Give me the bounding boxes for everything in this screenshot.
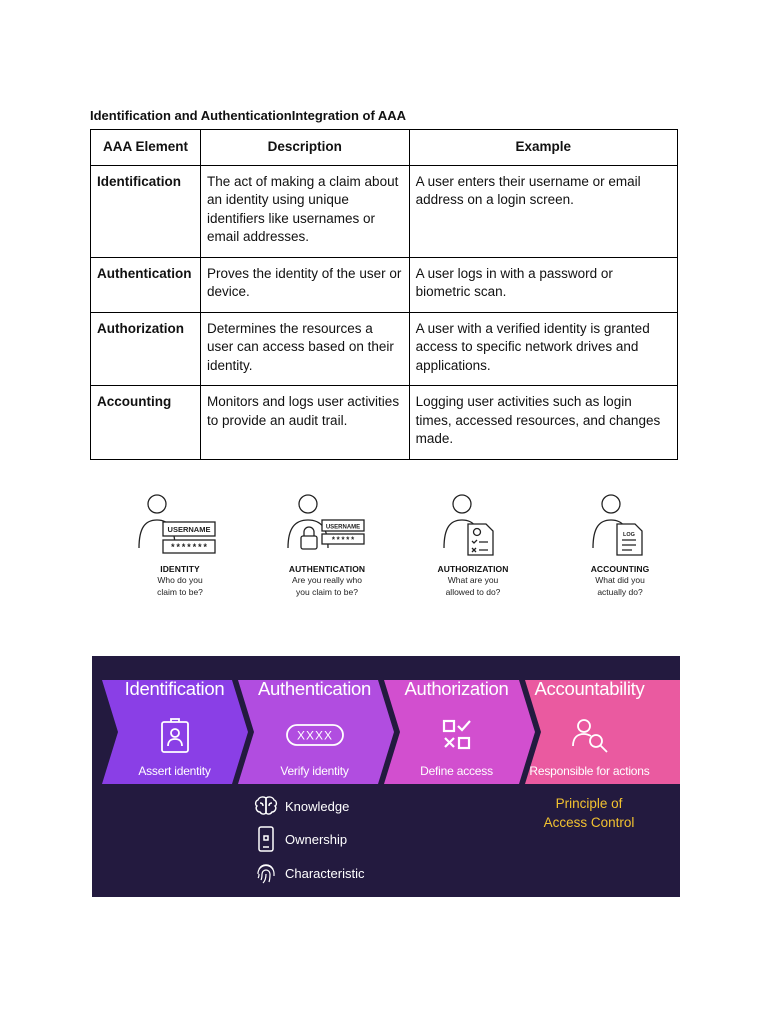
factor-label: Ownership xyxy=(285,831,348,847)
icon-subtitle-line1: Are you really who xyxy=(292,575,362,585)
row-element: Authentication xyxy=(91,257,201,312)
accounting-block xyxy=(545,490,695,598)
stage-icon-wrap xyxy=(384,716,529,754)
column-header-example: Example xyxy=(409,130,677,166)
factor-ownership xyxy=(254,826,347,852)
phone-icon xyxy=(254,826,278,852)
icon-subtitle-line2: you claim to be? xyxy=(296,587,358,597)
row-example: A user enters their username or email address on a login screen. xyxy=(409,165,677,257)
stage-caption: Define access xyxy=(420,764,493,778)
icon-subtitle-line1: Who do you xyxy=(157,575,203,585)
authorization-block xyxy=(398,490,548,598)
factor-label: Characteristic xyxy=(285,865,365,881)
icon-title: AUTHENTICATION xyxy=(288,564,366,574)
principle-line2: Access Control xyxy=(543,815,635,830)
stage-title: Authorization xyxy=(404,678,509,699)
identity-block xyxy=(105,490,255,598)
row-description: Monitors and logs user activities to provide an audit trail. xyxy=(200,386,409,460)
row-element: Identification xyxy=(91,165,201,257)
svg-text:USERNAME: USERNAME xyxy=(325,524,361,531)
aaa-table xyxy=(90,129,678,460)
user-lock-icon xyxy=(282,490,372,558)
icon-subtitle-line1: What did you xyxy=(595,575,645,585)
table-row xyxy=(91,257,678,312)
stage-title: Authentication xyxy=(257,678,372,699)
svg-text:*******: ******* xyxy=(170,543,208,553)
icon-title: IDENTITY xyxy=(160,564,200,574)
icon-subtitle-line2: allowed to do? xyxy=(445,587,501,597)
stage-identification xyxy=(102,678,247,788)
authentication-block xyxy=(252,490,402,598)
table-row xyxy=(91,386,678,460)
row-description: The act of making a claim about an identity using unique identifiers like usernames or email addresses. xyxy=(200,165,409,257)
stage-icon-wrap xyxy=(102,716,247,754)
row-description: Determines the resources a user can access based on their identity. xyxy=(200,312,409,386)
stage-accountability xyxy=(517,678,662,788)
user-magnifier-icon xyxy=(569,716,611,754)
stage-icon-wrap xyxy=(517,716,662,754)
principle-line1: Principle of xyxy=(555,796,623,811)
user-username-password-icon xyxy=(135,490,225,558)
password-field-icon xyxy=(284,716,346,754)
row-example: Logging user activities such as login times, accessed resources, and changes made. xyxy=(409,386,677,460)
stage-caption: Verify identity xyxy=(280,764,349,778)
stage-caption: Responsible for actions xyxy=(529,764,650,778)
icon-subtitle-line2: actually do? xyxy=(597,587,643,597)
column-header-description: Description xyxy=(200,130,409,166)
factor-knowledge xyxy=(254,793,349,819)
column-header-element: AAA Element xyxy=(91,130,201,166)
brain-icon xyxy=(254,795,278,817)
stage-authentication xyxy=(242,678,387,788)
document-title: Identification and AuthenticationIntegration of AAA xyxy=(90,108,407,123)
user-log-document-icon xyxy=(575,490,665,558)
aaa-icon-strip xyxy=(100,490,680,620)
check-cross-grid-icon xyxy=(441,716,473,754)
table-row xyxy=(91,165,678,257)
svg-text:*****: ***** xyxy=(330,536,356,546)
stage-caption: Assert identity xyxy=(138,764,211,778)
stage-authorization xyxy=(384,678,529,788)
icon-title: AUTHORIZATION xyxy=(437,564,509,574)
stage-title: Accountability xyxy=(534,678,645,699)
stage-title: Identification xyxy=(124,678,225,699)
stage-icon-wrap xyxy=(242,716,387,754)
row-element: Accounting xyxy=(91,386,201,460)
icon-subtitle-line1: What are you xyxy=(447,575,499,585)
row-example: A user logs in with a password or biometric scan. xyxy=(409,257,677,312)
svg-text:LOG: LOG xyxy=(623,532,635,538)
fingerprint-icon xyxy=(254,861,278,885)
svg-text:USERNAME: USERNAME xyxy=(167,525,211,534)
factor-label: Knowledge xyxy=(285,798,350,814)
factor-characteristic xyxy=(254,860,364,886)
row-description: Proves the identity of the user or device. xyxy=(200,257,409,312)
user-checklist-icon xyxy=(428,490,518,558)
aaa-banner xyxy=(92,656,680,897)
principle-of-access-control xyxy=(524,794,654,832)
id-badge-icon xyxy=(160,716,190,754)
icon-title: ACCOUNTING xyxy=(590,564,650,574)
table-header-row xyxy=(91,130,678,166)
svg-text:XXXX: XXXX xyxy=(296,728,333,743)
table-row xyxy=(91,312,678,386)
icon-subtitle-line2: claim to be? xyxy=(157,587,203,597)
row-example: A user with a verified identity is granted access to specific network drives and applications. xyxy=(409,312,677,386)
row-element: Authorization xyxy=(91,312,201,386)
